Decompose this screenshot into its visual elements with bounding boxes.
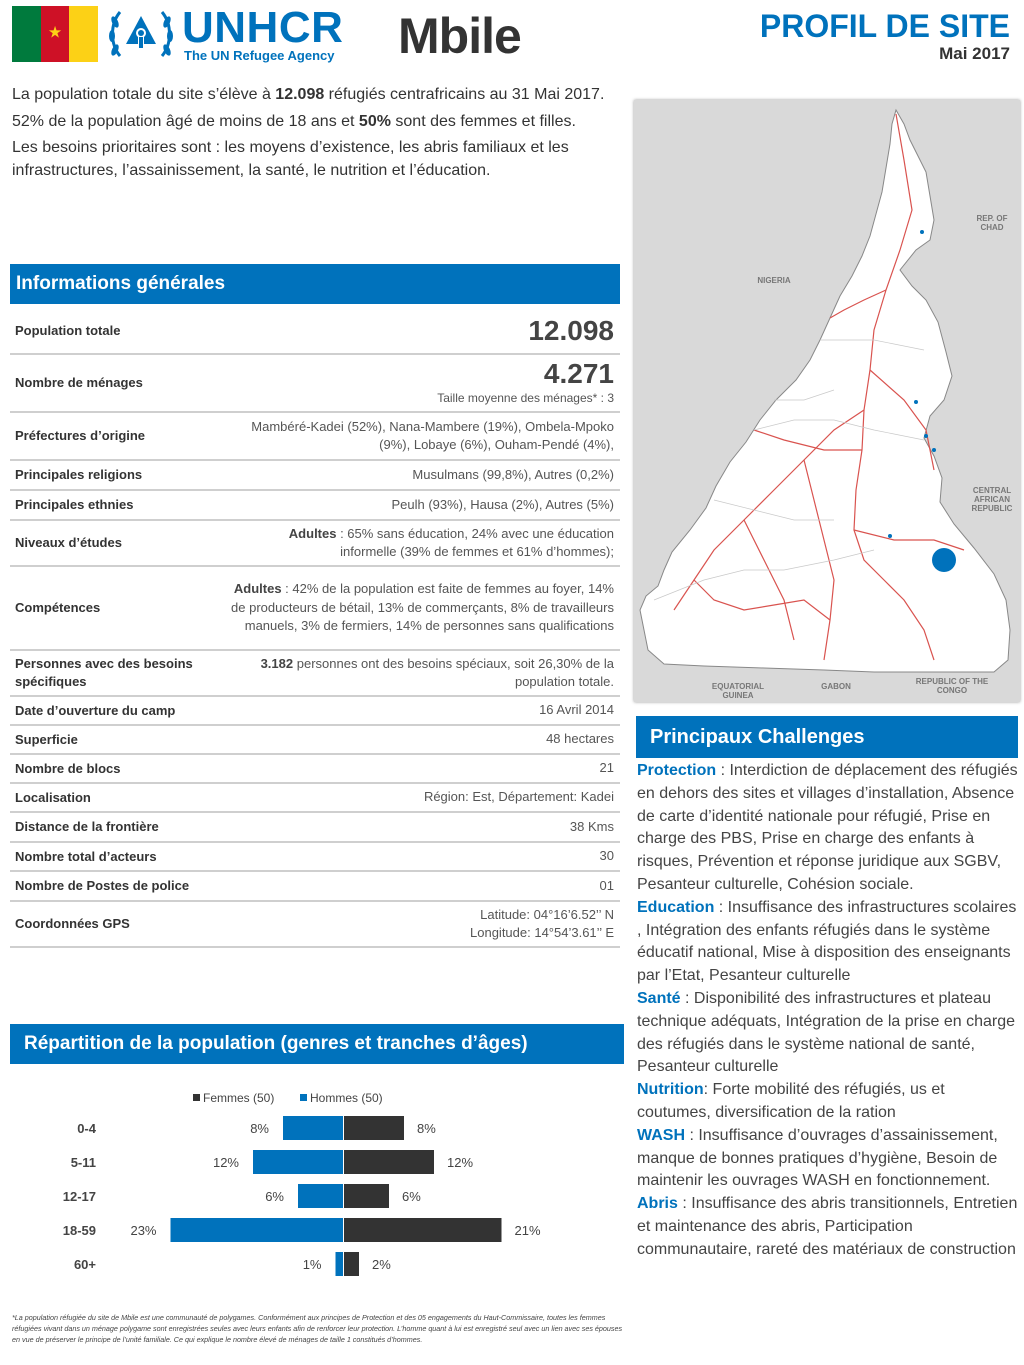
flag-star-icon: ★	[47, 24, 63, 42]
intro-paragraph-population	[12, 84, 612, 107]
info-label: Date d’ouverture du camp	[15, 702, 176, 718]
bar-label-hommes: 8%	[417, 1121, 436, 1136]
challenge-text: : Interdiction de déplacement des réfugiés en dehors des sites et villages d’installation, Absence de carte d’identité nationale pour réfugié, Prise en charge des PBS, Prise en charge des enfants à risques, Prévention et réponse juridique aux SGBV, Pesanteur culturelle, Cohésion sociale.	[637, 762, 1018, 893]
agency-name: UNHCR	[182, 3, 344, 52]
footnote: *La population réfugiée du site de Mbile est une communauté de polygames. Conformément aux principes de Protection et des 05 engagements du Haut-Commissaire, toutes les femmes réfugiées vivant dans un ménage polygame sont enregistrées seules avec leurs enfants afin de renforcer leur protection. L’homme quant à lui est enregistré seul avec un lien avec ses épouses en vue de préserver le principe de l’unité familiale. Ce qui explique le nombre élevé de ménages de taille 1 constitués d’hommes.	[12, 1313, 623, 1344]
info-value: Région: Est, Département: Kadei	[423, 789, 614, 805]
bar-femmes	[298, 1184, 343, 1208]
bar-femmes	[283, 1116, 343, 1140]
challenge-title: Protection	[637, 762, 717, 779]
challenge-text: : Forte mobilité des réfugiés, us et coutumes, diversification de la ration	[637, 1081, 945, 1121]
bar-femmes	[253, 1150, 343, 1174]
challenge-health	[637, 988, 1021, 1079]
info-value	[230, 580, 614, 636]
bar-label-femmes: 23%	[130, 1223, 157, 1238]
info-row-households	[10, 355, 620, 413]
challenge-education	[637, 897, 1021, 988]
info-row-ethnicities	[10, 491, 620, 521]
info-value	[230, 359, 614, 408]
info-value	[230, 906, 614, 943]
legend-label-hommes: Hommes (50)	[310, 1091, 383, 1105]
info-row-population	[10, 308, 620, 355]
flag-red-stripe	[41, 6, 70, 62]
bar-label-femmes: 12%	[212, 1155, 239, 1170]
info-value-text: : 42% de la population est faite de femmes au foyer, 14% de producteurs de bétail, 13% de commerçants, 8% de travailleurs manuels, 3% de fermiers, 14% de personnes sans qualifications	[231, 581, 614, 634]
flag-yellow-stripe	[69, 6, 98, 62]
intro-p2-pre: 52% de la population âgé de moins de 18 ans et	[12, 112, 359, 130]
population-pyramid-chart	[10, 1080, 620, 1290]
challenge-title: WASH	[637, 1126, 685, 1144]
info-value	[230, 655, 614, 692]
legend-swatch-femmes	[193, 1094, 200, 1101]
population-chart-header: Répartition de la population (genres et tranches d’âges)	[10, 1024, 624, 1064]
challenge-text: : Disponibilité des infrastructures et plateau technique adéquats, Intégration de la prise en charge des réfugiés dans le système national de santé, Pesanteur culturelle	[637, 989, 1016, 1076]
cameroon-flag	[12, 6, 98, 62]
unhcr-logo-icon	[106, 4, 176, 66]
map-label-car: CENTRAL AFRICAN REPUBLIC	[971, 486, 1013, 513]
bar-hommes	[344, 1218, 502, 1242]
site-name: Mbile	[398, 8, 521, 64]
legend-label-femmes: Femmes (50)	[203, 1091, 275, 1105]
info-label: Localisation	[15, 789, 91, 805]
challenge-wash	[637, 1125, 1021, 1193]
info-value-bold: Adultes	[288, 525, 337, 541]
map-label-gabon: GABON	[821, 682, 851, 691]
intro-p1-post: réfugiés centrafricains au 31 Mai 2017.	[324, 86, 605, 103]
info-label: Principales religions	[15, 467, 143, 482]
chart-category-label: 5-11	[70, 1155, 96, 1170]
location-map	[634, 100, 1020, 702]
info-label: Nombre de Postes de police	[15, 878, 190, 893]
info-value: Musulmans (99,8%), Autres (0,2%)	[412, 466, 614, 482]
bar-label-hommes: 6%	[402, 1189, 421, 1204]
info-label: Nombre total d’acteurs	[15, 848, 157, 864]
info-value-bold: 3.182	[260, 655, 294, 671]
bar-label-femmes: 8%	[250, 1121, 269, 1136]
info-row-border-distance	[10, 813, 620, 843]
info-label: Population totale	[15, 322, 121, 338]
challenges-list	[637, 760, 1021, 1262]
profile-date: Mai 2017	[939, 44, 1010, 63]
challenge-protection	[637, 760, 1021, 897]
info-label: Préfectures d’origine	[15, 428, 146, 443]
info-value: 48 hectares	[546, 731, 614, 747]
household-size: Taille moyenne des ménages* : 3	[437, 390, 614, 405]
intro-p1-pre: La population totale du site s’élève à	[12, 86, 276, 103]
info-value: Mambéré-Kadei (52%), Nana-Mambere (19%), Ombela-Mpoko (9%), Lobaye (6%), Ouham-Pendé (4%),	[251, 418, 614, 452]
general-info-header: Informations générales	[10, 264, 620, 304]
chart-category-label: 12-17	[62, 1189, 96, 1204]
bar-label-hommes: 21%	[514, 1223, 541, 1238]
map-label-equatorial-guinea: EQUATORIAL GUINEA	[711, 682, 765, 700]
bar-label-hommes: 12%	[447, 1155, 474, 1170]
info-row-prefectures	[10, 413, 620, 461]
bar-hommes	[344, 1184, 389, 1208]
challenge-title: Nutrition	[637, 1081, 704, 1099]
info-row-opening-date	[10, 697, 620, 726]
households-count: 4.271	[543, 357, 614, 389]
bar-hommes	[344, 1252, 359, 1276]
intro-paragraph-needs: Les besoins prioritaires sont : les moyens d’existence, les abris familiaux et les infrastructures, l’assainissement, la santé, le nutrition et l’éducation.	[12, 139, 569, 179]
challenge-text: : Insuffisance des infrastructures scolaires , Intégration des enfants réfugiés dans le système éducatif national, Mise à disposition des enseignants par l’Etat, Pesanteur culturelle	[637, 898, 1017, 985]
info-label: Distance de la frontière	[15, 819, 159, 834]
challenge-nutrition	[637, 1079, 1021, 1125]
map-label-nigeria: NIGERIA	[757, 276, 791, 285]
general-info-table	[10, 308, 620, 948]
intro-p2-bold: 50%	[358, 112, 391, 130]
challenge-text: : Insuffisance des abris transitionnels, Entretien et maintenance des abris, Participation communautaire, rareté des matériaux de construction	[637, 1195, 1018, 1258]
chart-category-label: 60+	[73, 1257, 96, 1272]
info-label: Compétences	[15, 600, 101, 615]
map-label-congo: REPUBLIC OF THE CONGO	[915, 677, 989, 695]
info-row-blocks	[10, 755, 620, 784]
bar-hommes	[344, 1116, 404, 1140]
bar-label-femmes: 6%	[265, 1189, 284, 1204]
bar-label-hommes: 2%	[372, 1257, 391, 1272]
info-value: 21	[599, 760, 614, 776]
intro-p1-bold: 12.098	[275, 86, 325, 103]
info-value: 12.098	[528, 314, 614, 346]
info-label: Personnes avec des besoins spécifiques	[15, 656, 193, 689]
intro-p2-post: sont des femmes et filles.	[390, 112, 576, 130]
info-row-police-posts	[10, 872, 620, 902]
flag-green-stripe	[12, 6, 41, 62]
info-value-text: : 65% sans éducation, 24% avec une éducation informelle (39% de femmes et 61% d’hommes);	[336, 525, 614, 559]
intro-text	[12, 84, 612, 186]
challenge-text: : Insuffisance d’ouvrages d’assainissement, manque de bonnes pratiques d’hygiène, Besoin de maintenir les ouvrages WASH en fonctionnement.	[637, 1126, 998, 1190]
challenge-title: Santé	[637, 989, 681, 1007]
chart-category-label: 0-4	[77, 1121, 96, 1136]
info-value-bold: Adultes	[233, 581, 282, 597]
info-value: 16 Avril 2014	[539, 702, 614, 718]
info-row-skills	[10, 567, 620, 651]
bar-femmes	[171, 1218, 344, 1242]
info-label: Nombre de ménages	[15, 375, 143, 390]
challenge-title: Abris	[637, 1195, 678, 1213]
info-row-religions	[10, 461, 620, 491]
bar-hommes	[344, 1150, 434, 1174]
agency-subtitle: The UN Refugee Agency	[184, 48, 335, 63]
info-value: Peulh (93%), Hausa (2%), Autres (5%)	[391, 496, 614, 512]
legend-swatch-hommes	[300, 1094, 307, 1101]
info-row-specific-needs	[10, 651, 620, 697]
info-row-actors	[10, 843, 620, 872]
map-label-chad: REP. OF CHAD	[976, 214, 1008, 232]
info-value: 38 Kms	[569, 818, 614, 834]
info-row-area	[10, 726, 620, 755]
info-row-gps	[10, 902, 620, 948]
info-value: 30	[599, 848, 614, 864]
challenges-header: Principaux Challenges	[636, 716, 1018, 758]
info-value-text: personnes ont des besoins spéciaux, soit 26,30% de la population totale.	[293, 655, 614, 689]
chart-category-label: 18-59	[62, 1223, 96, 1238]
info-row-location	[10, 784, 620, 813]
bar-femmes	[336, 1252, 344, 1276]
profile-title: PROFIL DE SITE	[759, 8, 1010, 44]
info-label: Coordonnées GPS	[15, 916, 130, 931]
bar-label-femmes: 1%	[302, 1257, 322, 1272]
map-graphic	[634, 100, 1020, 702]
info-row-education	[10, 521, 620, 567]
info-value	[230, 525, 614, 562]
info-label: Superficie	[15, 731, 78, 747]
intro-paragraph-demographics	[12, 111, 612, 134]
challenge-shelter	[637, 1193, 1021, 1261]
challenge-title: Education	[637, 898, 715, 916]
site-location-marker	[932, 548, 956, 572]
info-value: 01	[599, 877, 614, 893]
gps-latitude: Latitude: 04°16’6.52’’ N	[480, 906, 614, 922]
gps-longitude: Longitude: 14°54’3.61’’ E	[470, 925, 614, 940]
info-label: Principales ethnies	[15, 497, 134, 512]
info-label: Niveaux d’études	[15, 535, 122, 550]
cameroon-territory	[640, 110, 1010, 672]
info-label: Nombre de blocs	[15, 760, 121, 776]
